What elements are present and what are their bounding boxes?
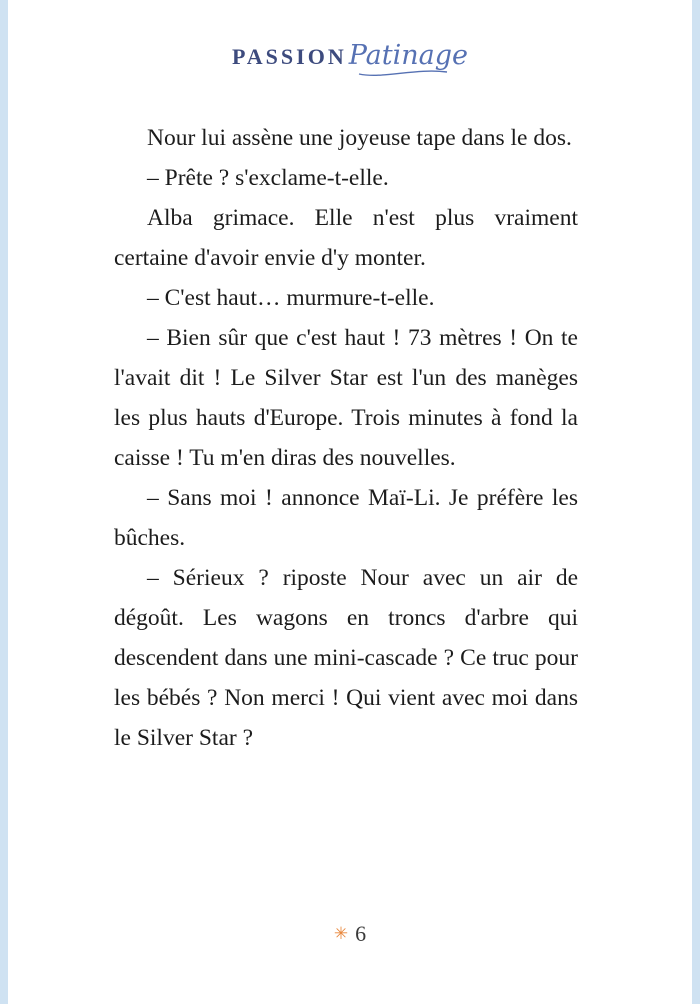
paragraph: – Sérieux ? riposte Nour avec un air de dégoût. Les wagons en troncs d'arbre qui descendent dans une mini-cascade ? Ce truc pour les bébés ? Non merci ! Qui vient avec moi dans le Silver Star ? <box>114 565 578 751</box>
page-text <box>114 118 578 758</box>
flourish-underline-icon <box>355 66 451 80</box>
asterisk-icon: ✳ <box>333 924 349 943</box>
paragraph: – Sans moi ! annonce Maï-Li. Je préfère les bûches. <box>114 485 578 551</box>
page-footer <box>0 921 700 947</box>
paragraph: – Prête ? s'exclame-t-elle. <box>147 165 389 191</box>
page-edge-right <box>692 0 700 1004</box>
paragraph: Nour lui assène une joyeuse tape dans le dos. <box>147 125 572 151</box>
paragraph: – Bien sûr que c'est haut ! 73 mètres ! On te l'avait dit ! Le Silver Star est l'un des manèges les plus hauts d'Europe. Trois minutes à fond la caisse ! Tu m'en diras des nouvelles. <box>114 325 578 471</box>
paragraph: Alba grimace. Elle n'est plus vraiment certaine d'avoir envie d'y monter. <box>114 205 578 271</box>
brand-logo <box>0 40 700 71</box>
page-edge-left <box>0 0 8 1004</box>
brand-title: PASSION <box>231 44 347 69</box>
page-number: 6 <box>355 921 367 946</box>
paragraph: – C'est haut… murmure-t-elle. <box>147 285 435 311</box>
brand-script <box>349 40 468 71</box>
brand-script-text: Patinage <box>348 40 469 71</box>
